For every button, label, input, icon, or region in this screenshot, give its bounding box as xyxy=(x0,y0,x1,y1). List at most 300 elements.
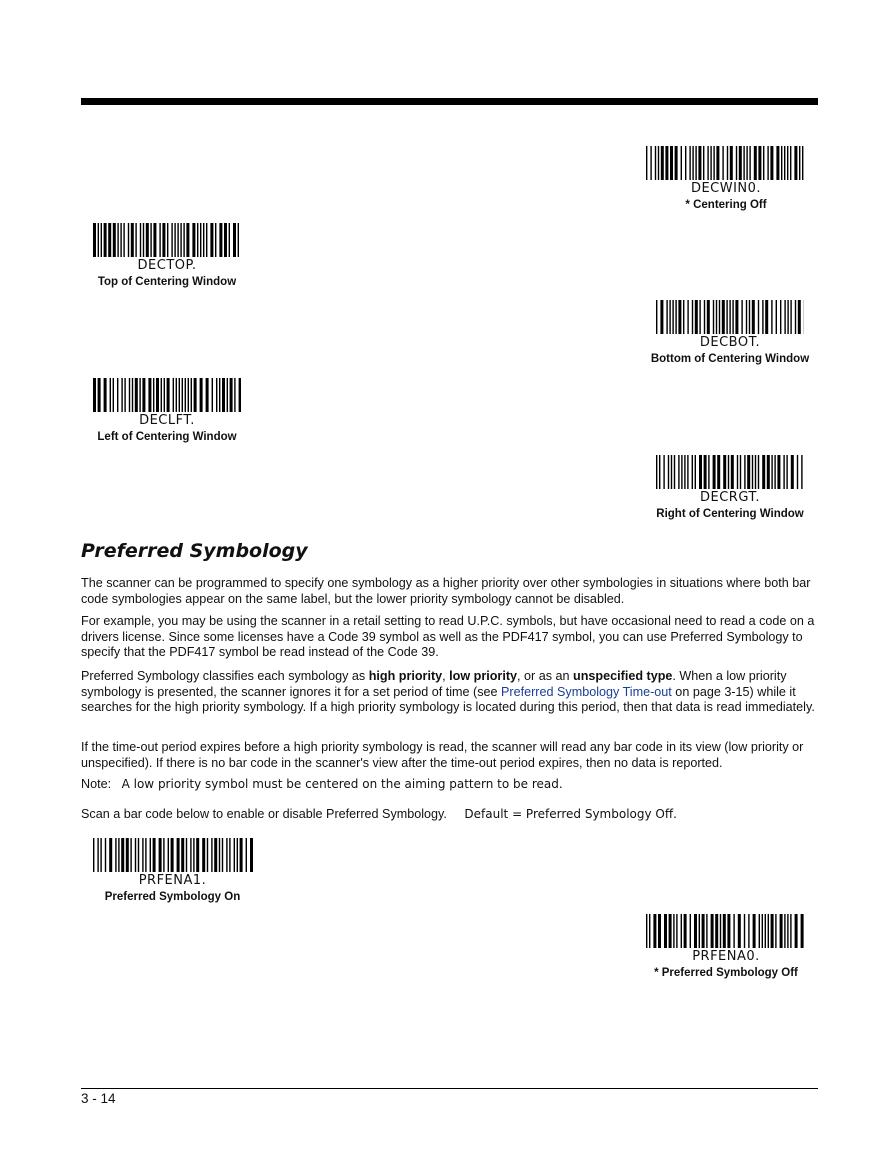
barcode-bar xyxy=(733,914,734,948)
barcode-bar xyxy=(674,455,675,489)
barcode-bar xyxy=(113,378,114,412)
barcode-bar xyxy=(676,914,677,948)
barcode-bar xyxy=(798,300,801,334)
barcode-bar xyxy=(731,455,734,489)
barcode-top-of-centering-window[interactable] xyxy=(81,223,253,289)
barcode-bar xyxy=(713,300,714,334)
barcode-bar xyxy=(153,378,154,412)
header-rule xyxy=(81,98,818,105)
barcode-bar xyxy=(728,455,729,489)
barcode-bar xyxy=(219,378,220,412)
barcode-bar xyxy=(135,223,136,257)
note-label: Note: xyxy=(81,777,112,791)
barcode-bar xyxy=(707,146,708,180)
barcode-bar xyxy=(787,146,788,180)
barcode-bar xyxy=(161,378,162,412)
barcode-bar xyxy=(215,223,216,257)
barcode-bars xyxy=(93,378,241,412)
barcode-bar xyxy=(194,378,197,412)
barcode-preferred-symbology-off[interactable] xyxy=(636,914,816,980)
barcode-bar xyxy=(660,300,663,334)
barcode-bar xyxy=(673,914,674,948)
text-run: on page 3-15) while it searches for the high priority symbology. If a high priority symbology is located during this period, then that data is read immediately. xyxy=(81,684,815,714)
barcode-code-text: DECBOT. xyxy=(699,335,761,350)
barcode-bar xyxy=(704,300,705,334)
barcode-bar xyxy=(646,914,647,948)
barcode-bar xyxy=(229,223,230,257)
barcode-bar xyxy=(748,914,749,948)
barcode-bar xyxy=(129,378,130,412)
barcode-bar xyxy=(770,146,773,180)
barcode-bar xyxy=(775,914,776,948)
barcode-bar xyxy=(666,300,667,334)
barcode-bar xyxy=(668,455,669,489)
barcode-bar xyxy=(222,378,225,412)
barcode-bar xyxy=(149,838,150,872)
barcode-bar xyxy=(780,914,783,948)
barcode-bar xyxy=(753,914,756,948)
barcode-bar xyxy=(649,914,650,948)
barcode-bar xyxy=(713,455,716,489)
barcode-bar xyxy=(726,300,727,334)
barcode-bar xyxy=(100,838,101,872)
barcode-bar xyxy=(131,223,134,257)
barcode-bar xyxy=(763,146,764,180)
barcode-bar xyxy=(180,223,181,257)
barcode-bar xyxy=(744,455,745,489)
barcode-bar xyxy=(689,146,690,180)
barcode-bar xyxy=(124,378,125,412)
barcode-bar xyxy=(678,455,679,489)
barcode-bar xyxy=(152,838,155,872)
barcode-bar xyxy=(93,838,94,872)
barcode-bar xyxy=(158,838,161,872)
barcode-bar xyxy=(117,378,118,412)
barcode-bar xyxy=(191,378,192,412)
barcode-bar xyxy=(720,914,721,948)
barcode-bar xyxy=(193,838,194,872)
barcode-bar xyxy=(233,223,236,257)
barcode-bar xyxy=(128,223,129,257)
barcode-bar xyxy=(749,300,750,334)
barcode-bar xyxy=(212,378,213,412)
barcode-bar xyxy=(227,378,228,412)
barcode-bar xyxy=(656,300,657,334)
barcode-bar xyxy=(113,223,116,257)
barcode-bar xyxy=(715,914,718,948)
barcode-bar xyxy=(711,914,714,948)
barcode-bar xyxy=(233,838,234,872)
barcode-bar xyxy=(659,455,660,489)
barcode-bar xyxy=(767,146,768,180)
barcode-caption: Bottom of Centering Window xyxy=(650,353,810,365)
barcode-bar xyxy=(713,146,714,180)
barcode-bar xyxy=(197,223,198,257)
barcode-bar xyxy=(176,378,177,412)
barcode-bar xyxy=(765,914,766,948)
barcode-bar xyxy=(98,378,101,412)
barcode-bar xyxy=(142,838,143,872)
barcode-bar xyxy=(675,146,678,180)
barcode-bar xyxy=(744,914,745,948)
barcode-bar xyxy=(664,914,667,948)
barcode-bar xyxy=(669,300,670,334)
barcode-bar xyxy=(672,300,673,334)
barcode-bar xyxy=(196,838,199,872)
barcode-bar xyxy=(236,838,237,872)
barcode-bar xyxy=(202,838,205,872)
barcode-bar xyxy=(135,378,138,412)
barcode-bar xyxy=(140,223,141,257)
bold-term-low-priority: low priority xyxy=(449,669,518,683)
barcode-bar xyxy=(730,146,733,180)
barcode-bar xyxy=(781,146,782,180)
barcode-bar xyxy=(167,378,170,412)
barcode-caption: Preferred Symbology On xyxy=(104,891,241,903)
barcode-bar xyxy=(683,300,684,334)
barcode-bar xyxy=(190,838,191,872)
barcode-bar xyxy=(698,146,701,180)
barcode-bar xyxy=(737,455,738,489)
barcode-bar xyxy=(181,838,184,872)
text-run: . When a low priority symbology is presented, the scanner ignores it for a set period of time (see xyxy=(81,669,787,699)
barcode-bar xyxy=(183,223,184,257)
barcode-bar xyxy=(139,378,140,412)
paragraph-timeout: If the time-out period expires before a high priority symbology is read, the scanner will read any bar code in its view (low priority or unspecified). If there is no bar code in the scanner's view after the time-out period expires, then no data is reported. xyxy=(81,740,804,770)
barcode-bar xyxy=(146,223,149,257)
barcode-bar xyxy=(685,146,686,180)
barcode-bar xyxy=(121,378,122,412)
barcode-bar xyxy=(722,300,725,334)
barcode-bar xyxy=(695,146,696,180)
barcode-bar xyxy=(179,378,180,412)
barcode-bar xyxy=(706,914,707,948)
barcode-caption: Right of Centering Window xyxy=(656,508,804,520)
barcode-bar xyxy=(186,223,189,257)
barcode-bar xyxy=(206,378,209,412)
barcode-bar xyxy=(145,838,146,872)
barcode-bar xyxy=(137,838,138,872)
barcode-bar xyxy=(219,223,222,257)
barcode-bar xyxy=(719,300,720,334)
footer-rule xyxy=(81,1088,818,1089)
barcode-bar xyxy=(749,146,750,180)
barcode-bar xyxy=(120,223,121,257)
barcode-code-text: DECRGT. xyxy=(700,490,760,505)
barcode-bar xyxy=(98,223,99,257)
barcode-caption: * Preferred Symbology Off xyxy=(654,967,798,979)
bold-term-high-priority: high priority xyxy=(368,669,443,683)
paragraph-intro: The scanner can be programmed to specify one symbology as a higher priority over other symbologies in situations where both bar code symbologies appear on the same label, but the lower priority symbology cannot be disabled. xyxy=(81,576,811,606)
barcode-bar xyxy=(675,300,676,334)
barcode-bar xyxy=(200,378,203,412)
barcode-right-of-centering-window[interactable] xyxy=(640,455,820,521)
barcode-bar xyxy=(681,914,682,948)
barcode-bar xyxy=(716,146,719,180)
barcode-bar xyxy=(790,300,791,334)
barcode-bar xyxy=(93,378,96,412)
barcode-bar xyxy=(250,838,253,872)
barcode-centering-off[interactable] xyxy=(636,146,816,212)
barcode-caption: * Centering Off xyxy=(685,199,767,211)
barcode-bar xyxy=(747,455,750,489)
barcode-bar xyxy=(214,838,217,872)
barcode-bar xyxy=(132,378,133,412)
barcode-bar xyxy=(708,455,709,489)
barcode-bar xyxy=(690,914,691,948)
barcode-bar xyxy=(732,300,733,334)
barcode-bar xyxy=(717,455,720,489)
barcode-bar xyxy=(740,455,741,489)
barcode-bar xyxy=(684,914,687,948)
link-preferred-symbology-timeout[interactable]: Preferred Symbology Time-out xyxy=(501,684,672,699)
barcode-bar xyxy=(681,455,682,489)
barcode-bar xyxy=(758,455,759,489)
barcode-code-text: DECLFT. xyxy=(139,413,195,428)
barcode-bar xyxy=(790,914,791,948)
barcode-bar xyxy=(173,378,174,412)
barcode-bar xyxy=(710,146,711,180)
barcode-bar xyxy=(670,146,673,180)
barcode-bar xyxy=(768,914,769,948)
barcode-bar xyxy=(245,838,246,872)
barcode-bar xyxy=(780,300,781,334)
barcode-bottom-of-centering-window[interactable] xyxy=(640,300,820,366)
barcode-bar xyxy=(790,146,791,180)
barcode-bar xyxy=(746,146,747,180)
barcode-bar xyxy=(653,914,656,948)
barcode-bar xyxy=(163,838,164,872)
barcode-bar xyxy=(185,378,186,412)
barcode-bar xyxy=(786,455,787,489)
barcode-caption: Top of Centering Window xyxy=(97,276,237,288)
scan-instruction xyxy=(81,807,677,821)
barcode-bar xyxy=(206,838,207,872)
barcode-bar xyxy=(681,146,682,180)
barcode-bar xyxy=(746,300,747,334)
barcode-code-text: PRFENA1. xyxy=(138,873,207,888)
barcode-bar xyxy=(704,455,707,489)
barcode-bar xyxy=(177,223,178,257)
barcode-bar xyxy=(218,838,219,872)
barcode-bar xyxy=(211,838,212,872)
barcode-bar xyxy=(692,300,693,334)
barcode-bar xyxy=(159,223,160,257)
barcode-bar xyxy=(188,378,189,412)
barcode-bar xyxy=(695,455,696,489)
barcode-bar xyxy=(153,223,156,257)
barcode-bar xyxy=(164,378,165,412)
barcode-bar xyxy=(108,223,111,257)
barcode-bar xyxy=(787,914,788,948)
barcode-bar xyxy=(729,300,730,334)
barcode-bar xyxy=(167,838,168,872)
barcode-bar xyxy=(174,223,175,257)
barcode-left-of-centering-window[interactable] xyxy=(81,378,253,444)
barcode-bars xyxy=(656,300,804,334)
barcode-bar xyxy=(801,914,804,948)
barcode-bar xyxy=(646,146,647,180)
barcode-bar xyxy=(658,146,659,180)
barcode-bar xyxy=(684,455,685,489)
barcode-bar xyxy=(117,223,118,257)
barcode-bar xyxy=(794,146,797,180)
scan-instruction-text: Scan a bar code below to enable or disable Preferred Symbology. xyxy=(81,807,447,821)
barcode-bar xyxy=(783,455,784,489)
barcode-bar xyxy=(687,455,688,489)
barcode-bar xyxy=(239,838,242,872)
paragraph-classification xyxy=(81,669,818,716)
barcode-bar xyxy=(762,914,763,948)
barcode-bar xyxy=(771,300,772,334)
barcode-bar xyxy=(791,455,794,489)
barcode-bar xyxy=(765,300,768,334)
barcode-bar xyxy=(723,914,726,948)
barcode-code-text: DECWIN0. xyxy=(690,181,762,196)
barcode-bar xyxy=(799,146,800,180)
barcode-bar xyxy=(741,300,742,334)
barcode-bars xyxy=(656,455,804,489)
barcode-caption: Left of Centering Window xyxy=(97,431,237,443)
barcode-bar xyxy=(210,223,213,257)
barcode-bar xyxy=(156,378,159,412)
barcode-bars xyxy=(646,914,806,948)
barcode-bar xyxy=(104,378,107,412)
barcode-bar xyxy=(801,455,802,489)
barcode-bar xyxy=(671,455,672,489)
barcode-bars xyxy=(93,223,241,257)
barcode-bar xyxy=(692,455,693,489)
barcode-code-text: PRFENA0. xyxy=(692,949,760,964)
barcode-bar xyxy=(104,838,105,872)
barcode-bar xyxy=(699,300,700,334)
text-run: , or as an xyxy=(517,669,574,683)
barcode-bar xyxy=(784,146,785,180)
bold-term-unspecified-type: unspecified type xyxy=(573,669,673,683)
barcode-bar xyxy=(176,838,179,872)
barcode-bar xyxy=(93,223,96,257)
text-run: Preferred Symbology classifies each symbology as xyxy=(81,669,369,683)
barcode-bar xyxy=(104,223,107,257)
barcode-bar xyxy=(752,300,755,334)
barcode-bar xyxy=(774,455,775,489)
barcode-bar xyxy=(162,223,165,257)
barcode-bar xyxy=(795,300,796,334)
barcode-bar xyxy=(150,223,151,257)
barcode-bar xyxy=(130,838,131,872)
barcode-bar xyxy=(787,300,788,334)
barcode-bar xyxy=(758,146,761,180)
barcode-code-text: DECTOP. xyxy=(137,258,197,273)
barcode-bar xyxy=(226,838,227,872)
barcode-bar xyxy=(109,838,112,872)
barcode-bar xyxy=(759,914,760,948)
barcode-bar xyxy=(722,146,723,180)
barcode-bar xyxy=(101,223,102,257)
barcode-bar xyxy=(171,223,172,257)
barcode-bar xyxy=(687,300,688,334)
text-run: , xyxy=(442,669,450,683)
barcode-bar xyxy=(148,378,151,412)
barcode-bar xyxy=(97,838,98,872)
barcode-preferred-symbology-on[interactable] xyxy=(81,838,264,904)
barcode-bar xyxy=(739,146,742,180)
barcode-bar xyxy=(663,455,664,489)
barcode-bar xyxy=(738,914,741,948)
barcode-bar xyxy=(784,914,785,948)
barcode-bar xyxy=(230,378,233,412)
barcode-bar xyxy=(121,838,124,872)
barcode-bar xyxy=(776,146,779,180)
barcode-bar xyxy=(767,455,770,489)
default-setting-text: Default = Preferred Symbology Off. xyxy=(464,807,677,821)
barcode-bar xyxy=(692,146,693,180)
barcode-bar xyxy=(795,914,798,948)
paragraph-example: For example, you may be using the scanner in a retail setting to read U.P.C. symbols, but have occasional need to read a code on a drivers license. Since some licenses have a Code 39 symbol as well as the PDF417 symbol, you can use Preferred Symbology to specify that the PDF417 symbol be read instead of the Code 39. xyxy=(81,614,815,659)
barcode-bar xyxy=(224,223,227,257)
barcode-bar xyxy=(182,378,183,412)
barcode-bars xyxy=(646,146,806,180)
barcode-bar xyxy=(665,146,668,180)
barcode-bar xyxy=(695,300,698,334)
barcode-bar xyxy=(736,146,737,180)
barcode-bar xyxy=(727,146,728,180)
barcode-bar xyxy=(229,838,230,872)
barcode-bar xyxy=(239,378,241,412)
barcode-bar xyxy=(206,223,207,257)
note xyxy=(81,777,563,791)
barcode-bar xyxy=(125,838,128,872)
barcode-bar xyxy=(777,455,780,489)
barcode-bar xyxy=(200,223,201,257)
barcode-bar xyxy=(699,914,700,948)
barcode-bar xyxy=(802,146,803,180)
note-text: A low priority symbol must be centered on the aiming pattern to be read. xyxy=(121,777,563,791)
barcode-bar xyxy=(167,223,168,257)
barcode-bar xyxy=(192,223,195,257)
barcode-bar xyxy=(699,455,702,489)
barcode-bar xyxy=(776,300,777,334)
barcode-bar xyxy=(784,300,785,334)
barcode-bar xyxy=(655,146,656,180)
barcode-bar xyxy=(723,455,726,489)
barcode-bar xyxy=(735,300,738,334)
barcode-bar xyxy=(234,378,235,412)
barcode-bar xyxy=(754,146,757,180)
barcode-bar xyxy=(143,223,144,257)
barcode-bar xyxy=(185,838,186,872)
barcode-bar xyxy=(118,838,119,872)
barcode-bar xyxy=(727,914,730,948)
barcode-bar xyxy=(238,223,239,257)
barcode-bar xyxy=(771,914,774,948)
barcode-bar xyxy=(203,223,204,257)
barcode-bar xyxy=(702,914,705,948)
barcode-bar xyxy=(758,300,759,334)
barcode-bar xyxy=(216,378,217,412)
section-title: Preferred Symbology xyxy=(81,540,308,562)
barcode-bar xyxy=(658,914,661,948)
barcode-bar xyxy=(669,914,672,948)
barcode-bar xyxy=(123,223,124,257)
barcode-bar xyxy=(716,300,717,334)
barcode-bar xyxy=(110,378,111,412)
barcode-bar xyxy=(694,914,697,948)
barcode-bar xyxy=(743,146,744,180)
barcode-bar xyxy=(752,455,753,489)
barcode-bar xyxy=(771,455,772,489)
barcode-bar xyxy=(678,300,681,334)
